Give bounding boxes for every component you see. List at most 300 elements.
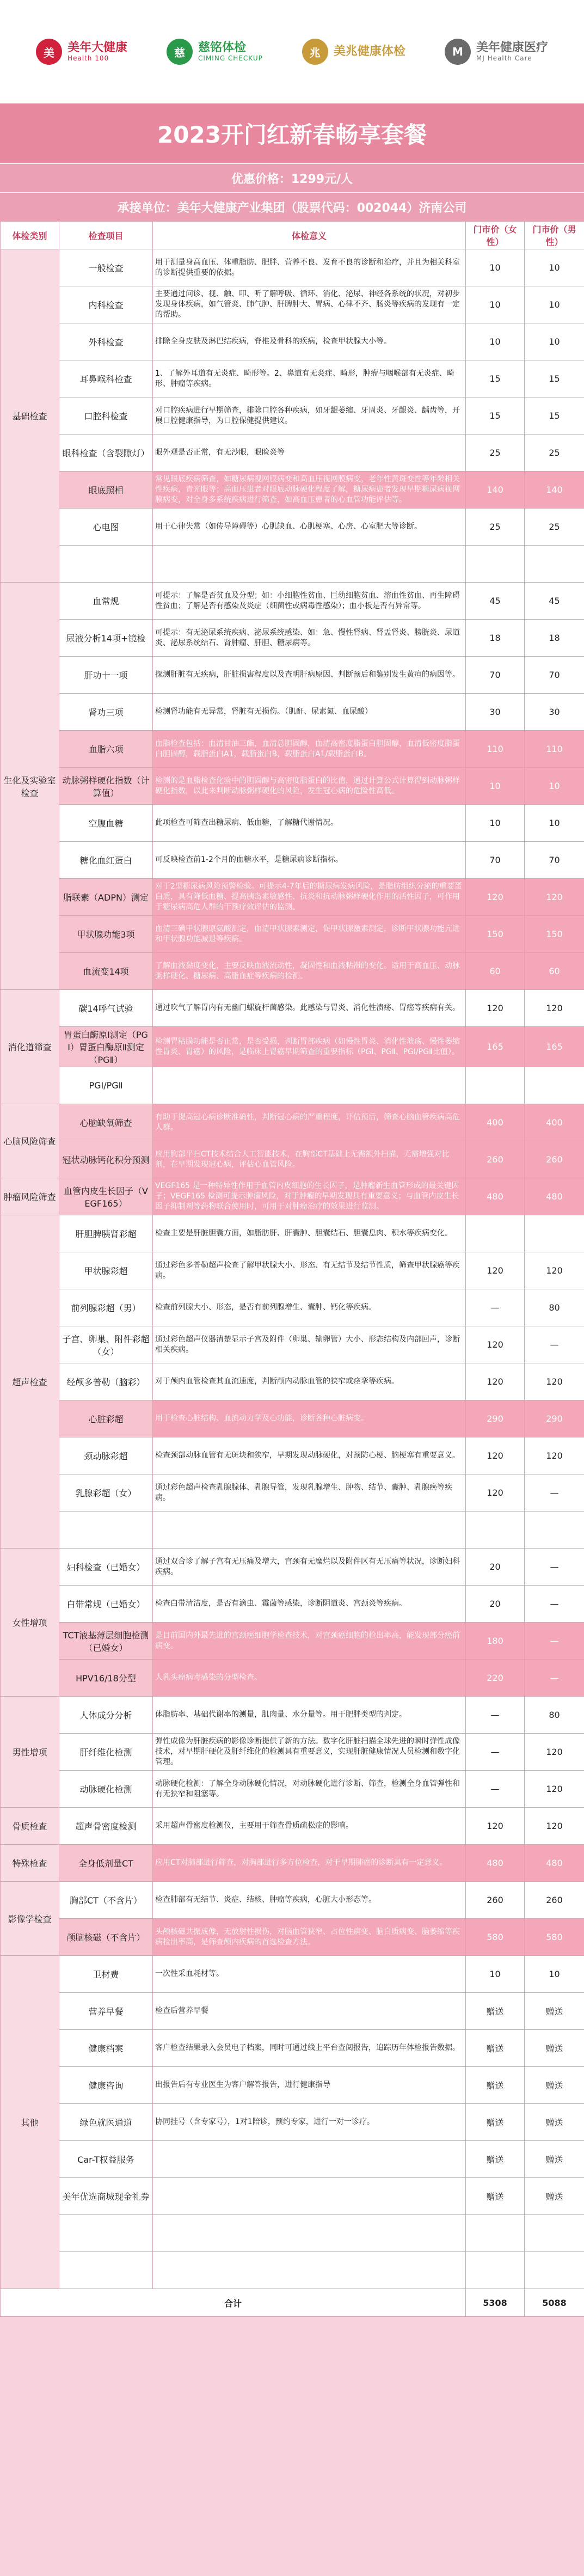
logo-mark-icon: 兆 (302, 39, 328, 65)
male-price-cell: 120 (525, 879, 584, 916)
table-header (1, 222, 584, 249)
male-price-cell: 290 (525, 1400, 584, 1437)
male-price-cell: 150 (525, 916, 584, 953)
male-price-cell: 400 (525, 1104, 584, 1141)
item-cell: 心脏彩超 (59, 1400, 153, 1437)
table-row (1, 1919, 584, 1956)
female-price-cell (466, 2252, 525, 2289)
table-row (1, 620, 584, 657)
item-cell: 人体成分分析 (59, 1697, 153, 1734)
female-price-cell: 15 (466, 397, 525, 435)
total-male-price: 5088 (525, 2289, 584, 2317)
table-row (1, 249, 584, 286)
male-price-cell: 赠送 (525, 1993, 584, 2030)
male-price-cell: — (525, 1660, 584, 1697)
logo-mark-icon: 慈 (167, 39, 193, 65)
female-price-cell: 120 (466, 1252, 525, 1289)
meaning-cell: 检查白带清洁度，是否有滴虫、霉菌等感染，诊断阴道炎、宫颈炎等疾病。 (153, 1586, 466, 1623)
logo-name: 慈铭体检 (198, 41, 247, 55)
table-row (1, 1400, 584, 1437)
male-price-cell: 30 (525, 694, 584, 731)
meaning-cell: 检查颈部动脉血管有无斑块和狭窄，早期发现动脉硬化，对预防心梗、脑梗塞有重要意义。 (153, 1437, 466, 1474)
meaning-cell: 眼外观是否正常，有无沙眼，眼睑炎等 (153, 435, 466, 472)
category-cell: 消化道筛查 (1, 990, 59, 1104)
male-price-cell: 70 (525, 657, 584, 694)
item-cell: 糖化血红蛋白 (59, 842, 153, 879)
female-price-cell (466, 1215, 525, 1252)
female-price-cell: 150 (466, 916, 525, 953)
item-cell: 健康档案 (59, 2030, 153, 2067)
item-cell: 前列腺彩超（男） (59, 1289, 153, 1326)
item-cell: 眼底照相 (59, 472, 153, 509)
male-price-cell: 120 (525, 1363, 584, 1400)
meaning-cell: 有助于提高冠心病诊断准确性，判断冠心病的严重程度，评估预后，筛查心脑血管疾病高危人群。 (153, 1104, 466, 1141)
male-price-cell: 赠送 (525, 2067, 584, 2104)
table-row (1, 1586, 584, 1623)
table-row (1, 360, 584, 397)
female-price-cell: 290 (466, 1400, 525, 1437)
female-price-cell (466, 546, 525, 583)
table-row (1, 1993, 584, 2030)
table-row (1, 842, 584, 879)
table-row (1, 1027, 584, 1067)
table-row (1, 2178, 584, 2215)
meaning-cell: 用于检查心脏结构、血流动力学及心功能，诊断各种心脏病变。 (153, 1400, 466, 1437)
meaning-cell: 可提示：有无泌尿系统疾病、泌尿系统感染、如：急、慢性肾病、肾盂肾炎、膀胱炎、尿道炎、泌尿系统结石、肾肿瘤、肝胆、糖尿病等。 (153, 620, 466, 657)
male-price-cell: 120 (525, 1734, 584, 1771)
logo-mark-icon: M (445, 39, 471, 65)
female-price-cell: 赠送 (466, 2178, 525, 2215)
item-cell: Car-T权益服务 (59, 2141, 153, 2178)
logo-name: 美年大健康 (67, 41, 128, 55)
table-row (1, 1474, 584, 1512)
female-price-cell (466, 1512, 525, 1549)
female-price-cell (466, 2215, 525, 2252)
item-cell: 肝纤维化检测 (59, 1734, 153, 1771)
male-price-cell: 120 (525, 1808, 584, 1845)
meaning-cell: VEGF165 是一种特异性作用于血管内皮细胞的生长因子，是肿瘤新生血管形成的最关键因子；VEGF165 检测可提示肿瘤风险，对于肿瘤的早期发现具有重要意义；与血管内皮生长因子抑制剂等药物联合使用时，可用于对肿瘤治疗的效果进行监测。 (153, 1178, 466, 1215)
female-price-cell: 10 (466, 286, 525, 323)
table-row (1, 2215, 584, 2252)
table-row (1, 2141, 584, 2178)
table-row (1, 1141, 584, 1178)
category-cell: 男性增项 (1, 1697, 59, 1808)
table-row (1, 509, 584, 546)
page-title: 2023开门红新春畅享套餐 (0, 103, 584, 163)
item-cell: 颅脑核磁（不含片） (59, 1919, 153, 1956)
male-price-cell (525, 1215, 584, 1252)
male-price-cell: 480 (525, 1178, 584, 1215)
male-price-cell: 10 (525, 249, 584, 286)
meaning-cell: 通过彩色多普勒超声检查了解甲状腺大小、形态、有无结节及结节性质，筛查甲状腺癌等疾病。 (153, 1252, 466, 1289)
female-price-cell: 30 (466, 694, 525, 731)
female-price-cell: 120 (466, 879, 525, 916)
male-price-cell: 110 (525, 731, 584, 768)
female-price-cell: 120 (466, 1326, 525, 1363)
male-price-cell: 45 (525, 583, 584, 620)
table-row (1, 1326, 584, 1363)
meaning-cell: 出报告后有专业医生为客户解答报告，进行健康指导 (153, 2067, 466, 2104)
meaning-cell: 通过双合诊了解子宫有无压痛及增大，宫颈有无糜烂以及附件区有无压痛等状况，诊断妇科疾病。 (153, 1549, 466, 1586)
table-row (1, 2104, 584, 2141)
item-cell: 经颅多普勒（脑彩） (59, 1363, 153, 1400)
male-price-cell: 580 (525, 1919, 584, 1956)
item-cell: 乳腺彩超（女） (59, 1474, 153, 1512)
female-price-cell: 赠送 (466, 2141, 525, 2178)
meaning-cell (153, 546, 466, 583)
male-price-cell: 260 (525, 1141, 584, 1178)
table-row (1, 1771, 584, 1808)
item-cell: 肝功十一项 (59, 657, 153, 694)
item-cell: 美年优选商城现金礼券 (59, 2178, 153, 2215)
male-price-cell: 10 (525, 805, 584, 842)
item-cell: 甲状腺彩超 (59, 1252, 153, 1289)
male-price-cell: 10 (525, 286, 584, 323)
meaning-cell: 此项检查可筛查出糖尿病、低血糖，了解糖代谢情况。 (153, 805, 466, 842)
female-price-cell: 120 (466, 1437, 525, 1474)
female-price-cell: 120 (466, 990, 525, 1027)
meaning-cell: 常见眼底疾病筛查，如糖尿病视网膜病变和高血压视网膜病变，老年性黄斑变性等年龄相关性疾病，青光眼等；高血压患者对眼底动脉硬化程度了解，糖尿病患者发现早期糖尿病视网膜病变，对全身多系统疾病进行筛查，如高血压患者的心血管功能评估等。 (153, 472, 466, 509)
meaning-cell: 应用胸部平扫CT技术结合人工智能技术，在胸部CT基础上无需额外扫描，无需增强对比剂，在早期发现冠心病，评估心血管风险。 (153, 1141, 466, 1178)
female-price-cell: 60 (466, 953, 525, 990)
table-row (1, 805, 584, 842)
item-cell: 胸部CT（不含片） (59, 1882, 153, 1919)
table-row (1, 1623, 584, 1660)
item-cell: 胃蛋白酶原Ⅰ测定（PGⅠ）胃蛋白酶原Ⅱ测定（PGⅡ） (59, 1027, 153, 1067)
item-cell: 肾功三项 (59, 694, 153, 731)
female-price-cell: 10 (466, 249, 525, 286)
item-cell: 白带常规（已婚女） (59, 1586, 153, 1623)
female-price-cell: 70 (466, 842, 525, 879)
table-row (1, 1215, 584, 1252)
male-price-cell: 赠送 (525, 2178, 584, 2215)
table-row (1, 2252, 584, 2289)
item-cell: 妇科检查（已婚女） (59, 1549, 153, 1586)
logo-subtitle: CIMING CHECKUP (198, 54, 263, 62)
male-price-cell (525, 1512, 584, 1549)
male-price-cell: 18 (525, 620, 584, 657)
male-price-cell: 10 (525, 323, 584, 360)
female-price-cell: 260 (466, 1882, 525, 1919)
meaning-cell: 探测肝脏有无疾病，肝脏损害程度以及查明肝病原因、判断预后和鉴别发生黄疸的病因等。 (153, 657, 466, 694)
organizer-row: 承接单位：美年大健康产业集团（股票代码：002044）济南公司 (0, 192, 584, 221)
table-row (1, 1882, 584, 1919)
table-row (1, 1845, 584, 1882)
package-table (0, 221, 584, 2317)
male-price-cell: — (525, 1474, 584, 1512)
item-cell: 耳鼻喉科检查 (59, 360, 153, 397)
item-cell: 心脑缺氧筛查 (59, 1104, 153, 1141)
table-row (1, 2067, 584, 2104)
item-cell: 卫材费 (59, 1956, 153, 1993)
meaning-cell: 对于颅内血管检查其血流速度，判断颅内动脉血管的狭窄或痉挛等疾病。 (153, 1363, 466, 1400)
item-cell: 血管内皮生长因子（VEGF165） (59, 1178, 153, 1215)
meaning-cell (153, 2252, 466, 2289)
meaning-cell: 可反映检查前1-2个月的血糖水平，是糖尿病诊断指标。 (153, 842, 466, 879)
meaning-cell: 血脂检查包括：血清甘油三酯，血清总胆固醇，血清高密度脂蛋白胆固醇，血清低密度脂蛋白胆固醇，载脂蛋白A1，载脂蛋白B，载脂蛋白A1/载脂蛋白B。 (153, 731, 466, 768)
meaning-cell: 检查肺部有无结节、炎症、结核、肿瘤等疾病，心脏大小形态等。 (153, 1882, 466, 1919)
meaning-cell (153, 2215, 466, 2252)
total-row (1, 2289, 584, 2317)
item-cell: 眼科检查（含裂隙灯） (59, 435, 153, 472)
category-cell: 特殊检查 (1, 1845, 59, 1882)
female-price-cell: 580 (466, 1919, 525, 1956)
table-row (1, 1734, 584, 1771)
header-item: 检查项目 (59, 222, 153, 249)
male-price-cell: 赠送 (525, 2030, 584, 2067)
meaning-cell: 1、了解外耳道有无炎症、畸形等。2、鼻道有无炎症、畸形，肿瘤与咽喉部有无炎症、畸形、肿瘤等疾病。 (153, 360, 466, 397)
table-row (1, 1512, 584, 1549)
item-cell: HPV16/18分型 (59, 1660, 153, 1697)
table-row (1, 1697, 584, 1734)
male-price-cell: — (525, 1549, 584, 1586)
female-price-cell: 120 (466, 1808, 525, 1845)
category-cell: 超声检查 (1, 1215, 59, 1549)
table-row (1, 953, 584, 990)
female-price-cell: 165 (466, 1027, 525, 1067)
male-price-cell: 260 (525, 1882, 584, 1919)
female-price-cell: 120 (466, 1474, 525, 1512)
logo-name: 美兆健康体检 (333, 45, 405, 59)
male-price-cell: 120 (525, 1771, 584, 1808)
meaning-cell: 人乳头瘤病毒感染的分型检查。 (153, 1660, 466, 1697)
meaning-cell: 通过吹气了解胃内有无幽门螺旋杆菌感染。此感染与胃炎、消化性溃疡、胃癌等疾病有关。 (153, 990, 466, 1027)
item-cell: 心电图 (59, 509, 153, 546)
female-price-cell: 20 (466, 1549, 525, 1586)
table-row (1, 1067, 584, 1104)
male-price-cell: 60 (525, 953, 584, 990)
meaning-cell: 客户检查结果录入会员电子档案，同时可通过线上平台查阅报告，追踪历年体检报告数据。 (153, 2030, 466, 2067)
female-price-cell: 480 (466, 1178, 525, 1215)
category-cell: 其他 (1, 1956, 59, 2289)
female-price-cell: 赠送 (466, 2030, 525, 2067)
female-price-cell: — (466, 1697, 525, 1734)
female-price-cell: 180 (466, 1623, 525, 1660)
female-price-cell: 25 (466, 509, 525, 546)
table-row (1, 768, 584, 805)
female-price-cell: 25 (466, 435, 525, 472)
item-cell: 动脉硬化检测 (59, 1771, 153, 1808)
table-row (1, 694, 584, 731)
total-label: 合计 (1, 2289, 466, 2317)
meaning-cell: 检查主要是肝脏胆囊方面，如脂肪肝、肝囊肿、胆囊结石、胆囊息肉、积水等疾病变化。 (153, 1215, 466, 1252)
item-cell: 健康咨询 (59, 2067, 153, 2104)
price-row: 优惠价格：1299元/人 (0, 163, 584, 192)
female-price-cell: 赠送 (466, 2067, 525, 2104)
brand-logo (302, 39, 405, 65)
female-price-cell: 480 (466, 1845, 525, 1882)
meaning-cell (153, 2178, 466, 2215)
item-cell: 甲状腺功能3项 (59, 916, 153, 953)
item-cell: 超声骨密度检测 (59, 1808, 153, 1845)
female-price-cell: 赠送 (466, 2104, 525, 2141)
male-price-cell: 25 (525, 435, 584, 472)
meaning-cell: 是目前国内外最先进的宫颈癌细胞学检查技术，对宫颈癌细胞的检出率高，能发现部分癌前病变。 (153, 1623, 466, 1660)
meaning-cell: 体脂肪率、基础代谢率的测量，肌肉量、水分量等。用于肥胖类型的判定。 (153, 1697, 466, 1734)
female-price-cell: 70 (466, 657, 525, 694)
table-row (1, 731, 584, 768)
item-cell: TCT液基薄层细胞检测（已婚女） (59, 1623, 153, 1660)
table-row (1, 1252, 584, 1289)
brand-logo (36, 39, 127, 65)
item-cell: 冠状动脉钙化积分预测 (59, 1141, 153, 1178)
item-cell: 内科检查 (59, 286, 153, 323)
meaning-cell: 应用CT对肺部进行筛查，对胸部进行多方位检查，对于早期肺癌的诊断具有一定意义。 (153, 1845, 466, 1882)
meaning-cell (153, 1067, 466, 1104)
male-price-cell: 70 (525, 842, 584, 879)
table-row (1, 1956, 584, 1993)
item-cell: 营养早餐 (59, 1993, 153, 2030)
item-cell (59, 1512, 153, 1549)
item-cell: 空腹血糖 (59, 805, 153, 842)
category-cell: 基础检查 (1, 249, 59, 583)
male-price-cell: — (525, 1586, 584, 1623)
table-row (1, 1660, 584, 1697)
table-row (1, 1178, 584, 1215)
table-row (1, 397, 584, 435)
table-row (1, 1363, 584, 1400)
meaning-cell: 协同挂号（含专家号），1对1陪诊，预约专家，进行一对一诊疗。 (153, 2104, 466, 2141)
meaning-cell: 采用超声骨密度检测仪，主要用于筛查骨质疏松症的影响。 (153, 1808, 466, 1845)
female-price-cell: 20 (466, 1586, 525, 1623)
male-price-cell: 15 (525, 360, 584, 397)
item-cell: 脂联素（ADPN）测定 (59, 879, 153, 916)
male-price-cell: 10 (525, 768, 584, 805)
table-row (1, 546, 584, 583)
meaning-cell: 检测的是血脂检查化验中的胆固醇与高密度脂蛋白的比值，通过计算公式计算得到动脉粥样硬化指数，以此来判断动脉粥样硬化的风险，发生冠心病的危险性高低。 (153, 768, 466, 805)
item-cell: 一般检查 (59, 249, 153, 286)
meaning-cell: 主要通过问诊、视、触、叩、听了解呼吸、循环、消化、泌尿、神经各系统的状况，对初步发现身体疾病，如气管炎、肺气肿、肝脾肿大、胃病、心律不齐、肠炎等疾病的发现有一定的帮助。 (153, 286, 466, 323)
female-price-cell: 45 (466, 583, 525, 620)
male-price-cell: 120 (525, 1252, 584, 1289)
female-price-cell (466, 1067, 525, 1104)
table-row (1, 1808, 584, 1845)
male-price-cell: — (525, 1623, 584, 1660)
item-cell: 肝胆脾胰肾彩超 (59, 1215, 153, 1252)
logo-subtitle: Health 100 (67, 54, 109, 62)
header-category: 体检类别 (1, 222, 59, 249)
female-price-cell: 赠送 (466, 1993, 525, 2030)
item-cell: 尿液分析14项+镜检 (59, 620, 153, 657)
female-price-cell: — (466, 1734, 525, 1771)
item-cell: 全身低剂量CT (59, 1845, 153, 1882)
male-price-cell (525, 1067, 584, 1104)
item-cell: 动脉粥样硬化指数（计算值） (59, 768, 153, 805)
female-price-cell: 140 (466, 472, 525, 509)
table-row (1, 1104, 584, 1141)
logo-name: 美年健康医疗 (476, 41, 548, 55)
female-price-cell: 220 (466, 1660, 525, 1697)
male-price-cell: 15 (525, 397, 584, 435)
male-price-cell (525, 546, 584, 583)
male-price-cell: 赠送 (525, 2141, 584, 2178)
male-price-cell: 120 (525, 1437, 584, 1474)
meaning-cell: 通过彩色超声检查乳腺腺体、乳腺导管，发现乳腺增生、肿物、结节、囊肿、乳腺癌等疾病。 (153, 1474, 466, 1512)
logo-mark-icon: 美 (36, 39, 62, 65)
meaning-cell: 血清三碘甲状腺原氨酸测定，血清甲状腺素测定，促甲状腺激素测定，诊断甲状腺功能亢进和甲状腺功能减退等疾病。 (153, 916, 466, 953)
meaning-cell: 检查前列腺大小、形态，是否有前列腺增生、囊肿、钙化等疾病。 (153, 1289, 466, 1326)
category-cell: 生化及实验室检查 (1, 583, 59, 990)
meaning-cell: 了解血液黏度变化，主要反映血液流动性，凝固性和血液粘滞的变化。适用于高血压、动脉粥样硬化、糖尿病、高脂血症等疾病的检测。 (153, 953, 466, 990)
meaning-cell: 检测肾功能有无异常，肾脏有无损伤。（肌酐、尿素氮、血尿酸） (153, 694, 466, 731)
meaning-cell: 对口腔疾病进行早期筛查，排除口腔各种疾病，如牙龈萎缩、牙周炎、牙龈炎、龋齿等，开展口腔健康指导，为口腔保健提供建议。 (153, 397, 466, 435)
item-cell: 血流变14项 (59, 953, 153, 990)
item-cell (59, 2215, 153, 2252)
table-row (1, 323, 584, 360)
meaning-cell: 对于2型糖尿病风险预警检验。可提示4-7年后的糖尿病发病风险，是脂肪组织分泌的重要蛋白质，具有降低血糖、提高胰岛素敏感性、抗炎和抗动脉粥样硬化作用的活性因子，可作用于糖尿病高危人群的干预疗效评估的监测。 (153, 879, 466, 916)
female-price-cell: 260 (466, 1141, 525, 1178)
item-cell: 外科检查 (59, 323, 153, 360)
category-cell: 心脑风险筛查 (1, 1104, 59, 1178)
header-male-price: 门市价（男性） (525, 222, 584, 249)
total-female-price: 5308 (466, 2289, 525, 2317)
item-cell (59, 546, 153, 583)
male-price-cell: 10 (525, 1956, 584, 1993)
male-price-cell: 140 (525, 472, 584, 509)
female-price-cell: 400 (466, 1104, 525, 1141)
item-cell: 子宫、卵巢、附件彩超（女） (59, 1326, 153, 1363)
item-cell: 口腔科检查 (59, 397, 153, 435)
male-price-cell: 165 (525, 1027, 584, 1067)
item-cell: PGⅠ/PGⅡ (59, 1067, 153, 1104)
table-row (1, 916, 584, 953)
meaning-cell: 检测胃粘膜功能是否正常，是否受损，判断胃部疾病（如慢性胃炎、消化性溃疡、慢性萎缩性胃炎、胃癌）的风险，是临床上胃癌早期筛查的重要指标（PGⅠ、PGⅡ、PGⅠ/PGⅡ比值）。 (153, 1027, 466, 1067)
category-cell: 女性增项 (1, 1549, 59, 1697)
table-row (1, 879, 584, 916)
female-price-cell: 10 (466, 768, 525, 805)
meaning-cell: 检查后营养早餐 (153, 1993, 466, 2030)
female-price-cell: — (466, 1771, 525, 1808)
category-cell: 肿瘤风险筛查 (1, 1178, 59, 1215)
male-price-cell: 赠送 (525, 2104, 584, 2141)
item-cell: 绿色就医通道 (59, 2104, 153, 2141)
female-price-cell: 120 (466, 1363, 525, 1400)
male-price-cell: 480 (525, 1845, 584, 1882)
item-cell: 血常规 (59, 583, 153, 620)
meaning-cell: 排除全身皮肤及淋巴结疾病，脊椎及骨科的疾病，检查甲状腺大小等。 (153, 323, 466, 360)
female-price-cell: 18 (466, 620, 525, 657)
male-price-cell: 25 (525, 509, 584, 546)
item-cell (59, 2252, 153, 2289)
header-female-price: 门市价（女性） (466, 222, 525, 249)
category-cell: 骨质检查 (1, 1808, 59, 1845)
female-price-cell: 110 (466, 731, 525, 768)
item-cell: 颈动脉彩超 (59, 1437, 153, 1474)
female-price-cell: 10 (466, 323, 525, 360)
female-price-cell: 15 (466, 360, 525, 397)
male-price-cell: — (525, 1326, 584, 1363)
meaning-cell: 可提示：了解是否贫血及分型；如：小细胞性贫血、巨幼细胞贫血、溶血性贫血、再生障碍性贫血；了解是否有感染及炎症（细菌性或病毒性感染）；血小板是否有异常等。 (153, 583, 466, 620)
female-price-cell: 10 (466, 1956, 525, 1993)
male-price-cell: 80 (525, 1289, 584, 1326)
item-cell: 碳14呼气试验 (59, 990, 153, 1027)
female-price-cell: 10 (466, 805, 525, 842)
male-price-cell (525, 2252, 584, 2289)
header-meaning: 体检意义 (153, 222, 466, 249)
table-row (1, 1289, 584, 1326)
male-price-cell (525, 2215, 584, 2252)
meaning-cell: 一次性采血耗材等。 (153, 1956, 466, 1993)
table-row (1, 1549, 584, 1586)
table-row (1, 2030, 584, 2067)
table-row (1, 1437, 584, 1474)
category-cell: 影像学检查 (1, 1882, 59, 1956)
male-price-cell: 80 (525, 1697, 584, 1734)
meaning-cell (153, 2141, 466, 2178)
meaning-cell: 弹性成像为肝脏疾病的影像诊断提供了新的方法。数字化肝脏扫描全球先进的瞬时弹性成像技术，对早期肝硬化及肝纤维化的检测具有重要意义，实现肝脏健康情况人员检测和数字化管理。 (153, 1734, 466, 1771)
table-row (1, 472, 584, 509)
table-row (1, 286, 584, 323)
